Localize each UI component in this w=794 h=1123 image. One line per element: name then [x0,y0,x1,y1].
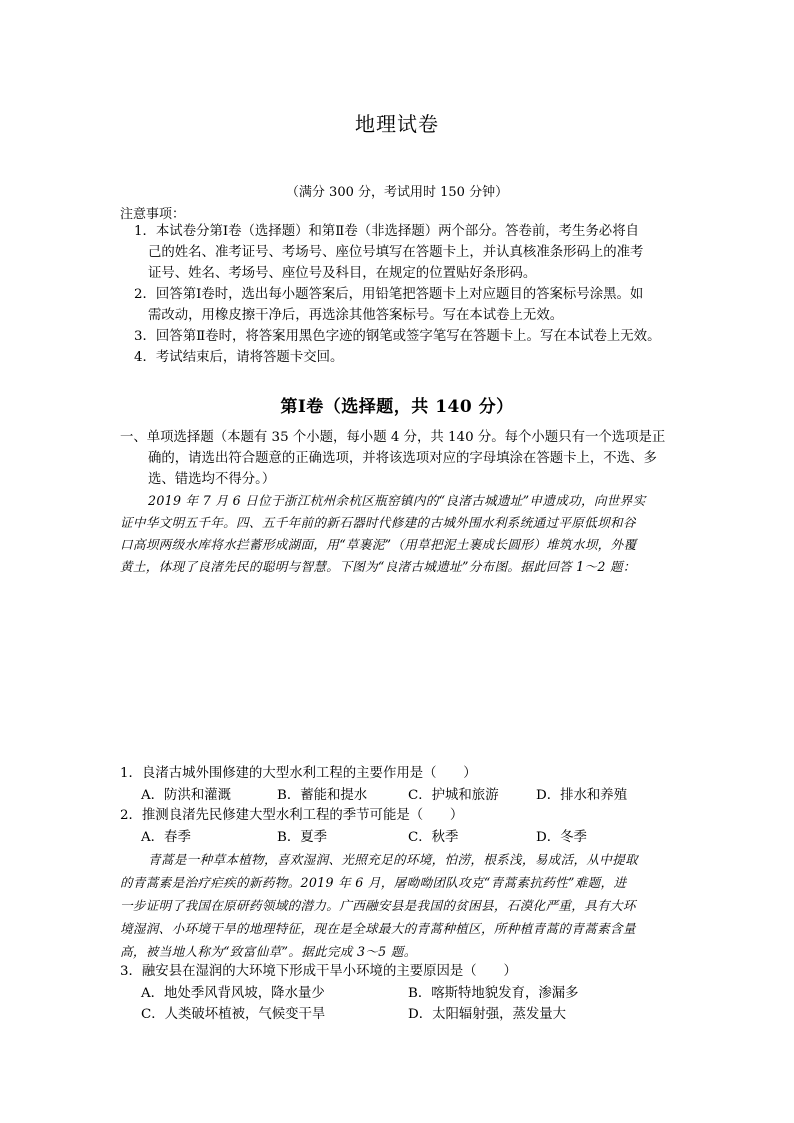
question-stem: 3．融安县在湿润的大环境下形成干旱小环境的主要原因是（ ） [120,964,517,979]
option-b: B．夏季 [277,830,328,845]
passage-line: 2019 年 7 月 6 日位于浙江杭州余杭区瓶窑镇内的“良渚古城遗址”申遗成功，向世界实 [148,493,646,508]
note-line: 需改动，用橡皮擦干净后，再选涂其他答案标号。写在本试卷上无效。 [148,308,564,323]
note-line: 证号、姓名、考场号、座位号及科目，在规定的位置贴好条形码。 [148,266,537,281]
section-instruction: 一、单项选择题（本题有 35 个小题，每小题 4 分，共 140 分。每个小题只有一个选项是正 [120,430,666,445]
part-title: 第Ⅰ卷（选择题，共 140 分） [280,397,514,417]
note-line: 1．本试卷分第Ⅰ卷（选择题）和第Ⅱ卷（非选择题）两个部分。答卷前，考生务必将自 [134,224,639,239]
passage-line: 青蒿是一种草本植物，喜欢湿润、光照充足的环境，怕涝，根系浅，易成活，从中提取 [148,852,638,867]
question-stem: 1．良渚古城外围修建的大型水利工程的主要作用是（ ） [120,766,477,781]
option-d: D．太阳辐射强，蒸发量大 [408,1007,567,1022]
passage-line: 一步证明了我国在原研药领域的潜力。广西融安县是我国的贫困县，石漠化严重，具有大环 [120,898,636,913]
passage-line: 境湿润、小环境干旱的地理特征，现在是全球最大的青蒿种植区，所种植青蒿的青蒿素含量 [120,921,636,936]
page-title: 地理试卷 [355,112,439,136]
map-figure-area [120,580,675,755]
option-c: C．人类破坏植被，气候变干旱 [141,1007,326,1022]
passage-line: 黄土，体现了良渚先民的聪明与智慧。下图为“良渚古城遗址”分布图。据此回答 1～2 题： [120,559,636,574]
option-c: C．秋季 [408,830,459,845]
passage-line: 的青蒿素是治疗疟疾的新药物。2019 年 6 月，屠呦呦团队攻克“青蒿素抗药性”难题，进 [120,875,627,890]
score-line: （满分 300 分，考试用时 150 分钟） [285,185,509,200]
passage-line: 高，被当地人称为“致富仙草”。据此完成 3～5 题。 [120,944,417,959]
option-d: D．排水和养殖 [536,788,628,803]
option-d: D．冬季 [536,830,587,845]
option-a: A．地处季风背风坡，降水量少 [141,986,325,1001]
notes-title: 注意事项： [120,207,186,222]
passage-line: 证中华文明五千年。四、五千年前的新石器时代修建的古城外围水利系统通过平原低坝和谷 [120,515,636,530]
note-line: 3．回答第Ⅱ卷时，将答案用黑色字迹的钢笔或签字笔写在答题卡上。写在本试卷上无效。 [134,329,661,344]
option-b: B．蓄能和提水 [277,788,368,803]
question-stem: 2．推测良渚先民修建大型水利工程的季节可能是（ ） [120,808,464,823]
option-a: A．春季 [141,830,191,845]
note-line: 己的姓名、准考证号、考场号、座位号填写在答题卡上，并认真核准条形码上的准考 [148,245,644,260]
option-a: A．防洪和灌溉 [141,788,232,803]
section-instruction: 确的，请选出符合题意的正确选项，并将该选项对应的字母填涂在答题卡上，不选、多 [148,451,657,466]
note-line: 4．考试结束后，请将答题卡交回。 [134,350,344,365]
note-line: 2．回答第Ⅰ卷时，选出每小题答案后，用铅笔把答题卡上对应题目的答案标号涂黑。如 [134,287,644,302]
option-b: B．喀斯特地貌发育，渗漏多 [408,986,579,1001]
option-c: C．护城和旅游 [408,788,499,803]
section-instruction: 选、错选均不得分。） [148,472,276,487]
passage-line: 口高坝两级水库将水拦蓄形成湖面，用“草裹泥”（用草把泥土裹成长圆形）堆筑水坝，外覆 [120,537,637,552]
